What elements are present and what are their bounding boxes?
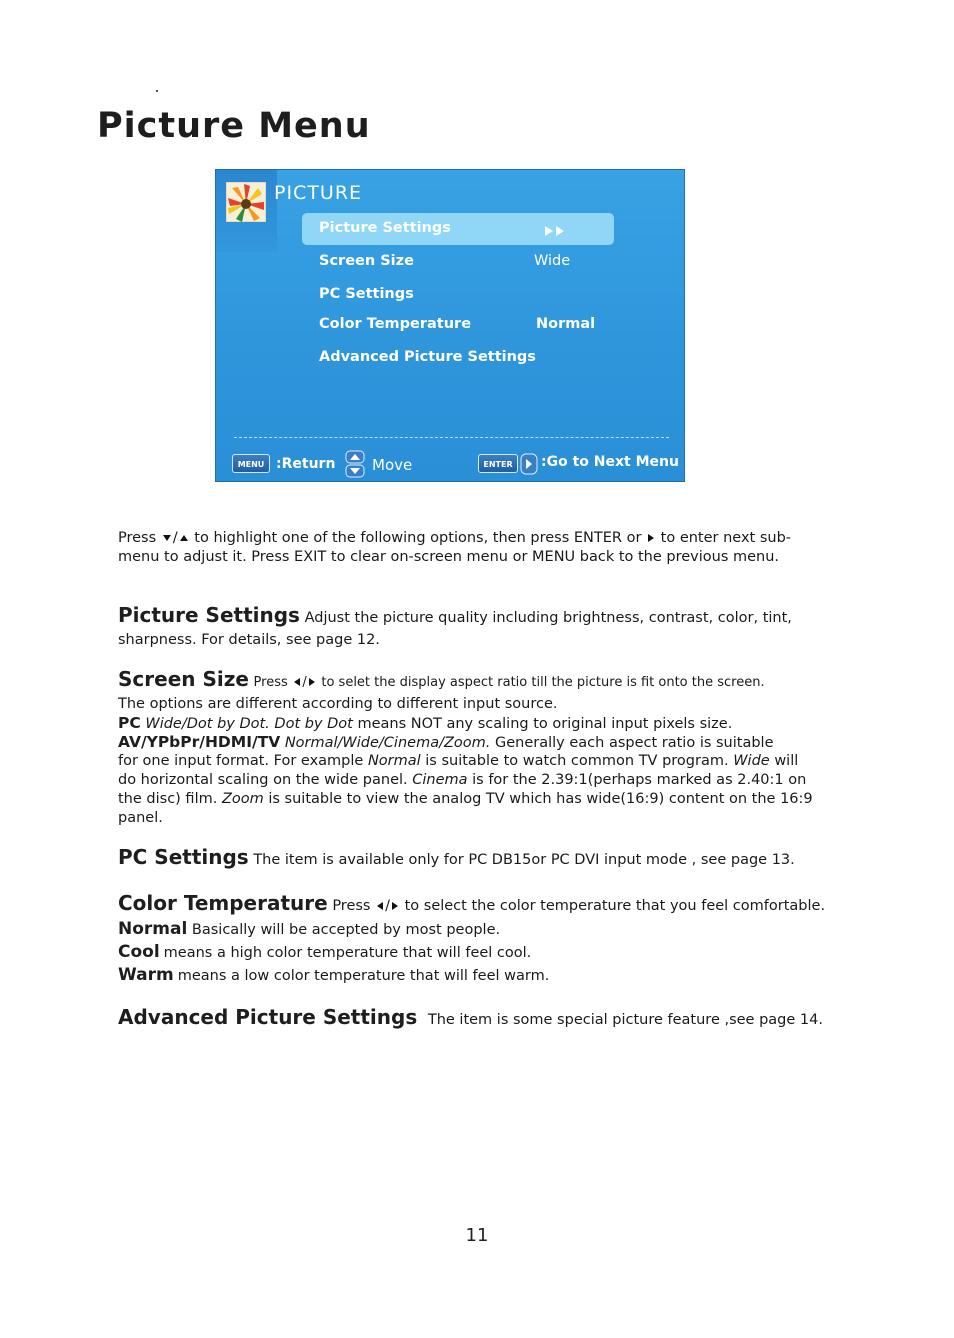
osd-value-color-temperature: Normal — [536, 316, 596, 332]
up-arrow-icon — [180, 535, 188, 541]
right-key-icon — [520, 453, 538, 475]
pc-settings-heading: PC Settings — [118, 845, 249, 869]
enter-key-icon: ENTER — [478, 454, 518, 473]
color-temperature-heading: Color Temperature — [118, 891, 328, 915]
picture-category-icon — [226, 182, 266, 222]
osd-item-pc-settings[interactable]: PC Settings — [319, 286, 414, 302]
right-arrow-icon — [648, 534, 654, 542]
color-temperature-cool-line: Cool means a high color temperature that will feel cool. — [118, 942, 532, 962]
osd-move-label: Move — [372, 456, 413, 474]
picture-settings-line-2: sharpness. For details, see page 12. — [118, 632, 380, 648]
osd-next-label: :Go to Next Menu — [541, 454, 679, 470]
intro-line-1: Press / to highlight one of the following options, then press ENTER or to enter next sub- — [118, 530, 792, 546]
screen-size-pc-line: PC Wide/Dot by Dot. Dot by Dot means NOT any scaling to original input pixels size. — [118, 714, 733, 732]
picture-osd-screenshot — [215, 169, 685, 482]
advanced-line: Advanced Picture Settings The item is some special picture feature ,see page 14. — [118, 1005, 823, 1029]
screen-size-line-2: The options are different according to different input source. — [118, 696, 558, 712]
picture-settings-heading: Picture Settings — [118, 603, 300, 627]
color-temperature-warm-line: Warm means a low color temperature that will feel warm. — [118, 965, 550, 985]
color-temperature-line-1: Color Temperature Press / to select the color temperature that you feel comfortable. — [118, 891, 826, 915]
picture-settings-line-1: Picture Settings Adjust the picture quality including brightness, contrast, color, tint, — [118, 603, 792, 627]
screen-size-line-6: do horizontal scaling on the wide panel. Cinema is for the 2.39:1(perhaps marked as 2.40:1 on — [118, 772, 807, 788]
page-title: Picture Menu — [97, 106, 371, 146]
screen-size-line-5: for one input format. For example Normal is suitable to watch common TV program. Wide will — [118, 753, 799, 769]
up-down-arrows-icon — [345, 450, 365, 478]
screen-size-av-line: AV/YPbPr/HDMI/TV Normal/Wide/Cinema/Zoom. Generally each aspect ratio is suitable — [118, 733, 774, 751]
pc-settings-line: PC Settings The item is available only for PC DB15or PC DVI input mode , see page 13. — [118, 845, 795, 869]
osd-divider — [234, 437, 669, 438]
intro-line-2: menu to adjust it. Press EXIT to clear on-screen menu or MENU back to the previous menu. — [118, 549, 780, 565]
osd-item-color-temperature[interactable]: Color Temperature — [319, 316, 472, 332]
stray-dot — [156, 90, 158, 92]
screen-size-line-8: panel. — [118, 810, 163, 826]
screen-size-line-7: the disc) film. Zoom is suitable to view the analog TV which has wide(16:9) content on the 16:9 — [118, 791, 813, 807]
osd-return-label: :Return — [276, 456, 336, 472]
osd-item-picture-settings[interactable]: Picture Settings — [319, 220, 451, 236]
left-arrow-icon — [294, 678, 300, 686]
down-arrow-icon — [163, 535, 171, 541]
osd-item-advanced-picture-settings[interactable]: Advanced Picture Settings — [319, 349, 536, 365]
page-number: 11 — [465, 1225, 489, 1246]
advanced-heading: Advanced Picture Settings — [118, 1005, 418, 1029]
screen-size-line-1: Screen Size Press / to selet the display aspect ratio till the picture is fit onto the screen. — [118, 667, 765, 691]
screen-size-heading: Screen Size — [118, 667, 249, 691]
color-temperature-normal-line: Normal Basically will be accepted by most people. — [118, 919, 501, 939]
right-arrow-icon — [392, 902, 398, 910]
double-right-arrow-icon — [544, 225, 566, 237]
osd-value-screen-size: Wide — [534, 253, 571, 269]
menu-key-icon: MENU — [232, 454, 270, 473]
osd-header: PICTURE — [274, 182, 363, 204]
osd-item-screen-size[interactable]: Screen Size — [319, 253, 414, 269]
left-arrow-icon — [377, 902, 383, 910]
right-arrow-icon — [309, 678, 315, 686]
